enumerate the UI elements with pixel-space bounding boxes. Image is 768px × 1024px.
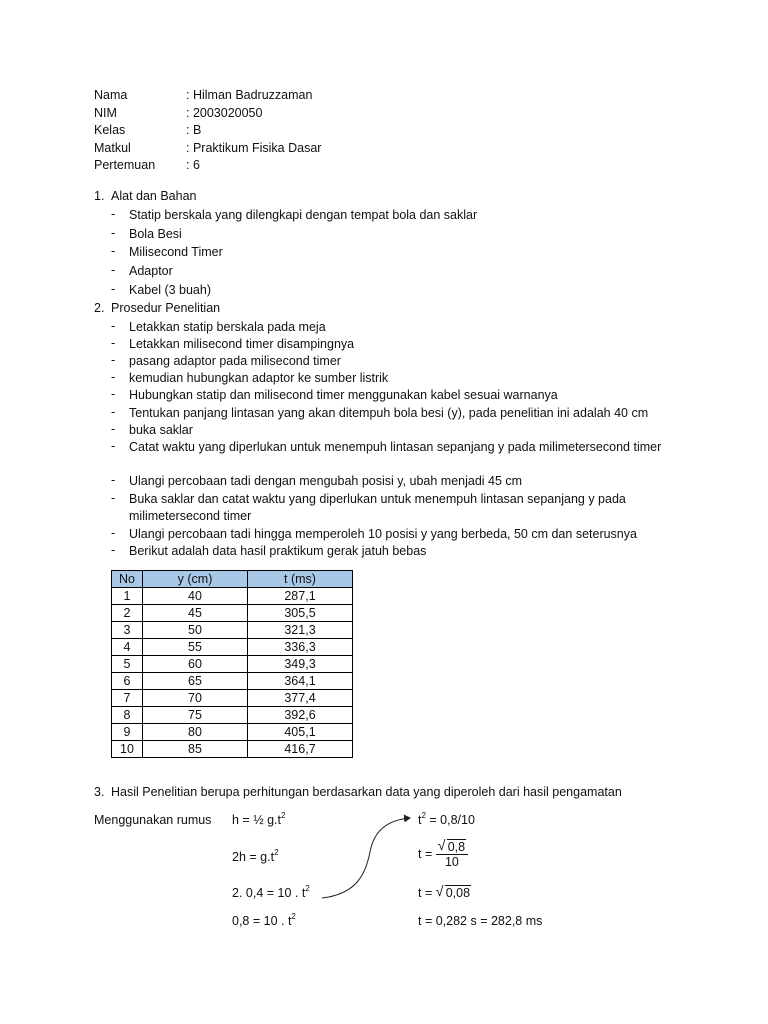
square-root: √ 0,08 bbox=[435, 883, 471, 900]
cell-y: 45 bbox=[143, 605, 248, 622]
table-header-t: t (ms) bbox=[248, 571, 353, 588]
cell-t: 336,3 bbox=[248, 639, 353, 656]
cell-y: 70 bbox=[143, 690, 248, 707]
bullet-dash: - bbox=[111, 319, 116, 333]
cell-no: 9 bbox=[112, 724, 143, 741]
info-value: : Praktikum Fisika Dasar bbox=[186, 140, 322, 155]
table-row bbox=[112, 741, 353, 758]
bullet-dash: - bbox=[111, 353, 116, 367]
table-row bbox=[112, 622, 353, 639]
bullet-dash: - bbox=[111, 263, 116, 277]
table-row bbox=[112, 605, 353, 622]
cell-y: 50 bbox=[143, 622, 248, 639]
bullet-dash: - bbox=[111, 526, 116, 540]
cell-t: 377,4 bbox=[248, 690, 353, 707]
list-item-text: buka saklar bbox=[129, 423, 193, 437]
calc-intro: Menggunakan rumus bbox=[94, 813, 212, 827]
info-value: : 2003020050 bbox=[186, 105, 263, 120]
cell-y: 75 bbox=[143, 707, 248, 724]
cell-no: 1 bbox=[112, 588, 143, 605]
cell-no: 6 bbox=[112, 673, 143, 690]
bullet-dash: - bbox=[111, 543, 116, 557]
list-item-text: Milisecond Timer bbox=[129, 245, 223, 259]
list-item-text: Statip berskala yang dilengkapi dengan tempat bola dan saklar bbox=[129, 208, 478, 222]
formula-line-3: 2. 0,4 = 10 . $t^2$ bbox=[232, 884, 310, 900]
cell-t: 349,3 bbox=[248, 656, 353, 673]
result-line-4: t = 0,282 s = 282,8 ms bbox=[418, 914, 543, 928]
table-row bbox=[112, 673, 353, 690]
bullet-dash: - bbox=[111, 370, 116, 384]
table-body bbox=[112, 588, 353, 758]
bullet-dash: - bbox=[111, 282, 116, 296]
table-row bbox=[112, 707, 353, 724]
info-label: Kelas bbox=[94, 123, 126, 137]
cell-no: 10 bbox=[112, 741, 143, 758]
list-item-text: Catat waktu yang diperlukan untuk menempuh lintasan sepanjang y pada milimetersecond timer bbox=[129, 440, 662, 454]
section-1-number: 1. bbox=[94, 189, 105, 203]
table-header-y: y (cm) bbox=[143, 571, 248, 588]
result-line-2: t = √ 0,8 10 bbox=[418, 840, 468, 869]
data-table bbox=[111, 570, 353, 758]
formula-line-4: 0,8 = 10 . $t^2$ bbox=[232, 912, 296, 928]
cell-no: 5 bbox=[112, 656, 143, 673]
table-header-row bbox=[112, 571, 353, 588]
bullet-dash: - bbox=[111, 336, 116, 350]
result-line-1: $t^2 = 0,8/10$ bbox=[418, 811, 475, 827]
info-label: Nama bbox=[94, 88, 128, 102]
section-3-number: 3. bbox=[94, 785, 105, 799]
list-item-text: kemudian hubungkan adaptor ke sumber listrik bbox=[129, 371, 389, 385]
bullet-dash: - bbox=[111, 405, 116, 419]
formula-line-1: h = ½ $g.t^2$ bbox=[232, 811, 286, 827]
info-value: : B bbox=[186, 123, 202, 137]
section-1-title: Alat dan Bahan bbox=[111, 189, 197, 203]
cell-t: 416,7 bbox=[248, 741, 353, 758]
section-2-number: 2. bbox=[94, 301, 105, 315]
cell-y: 65 bbox=[143, 673, 248, 690]
info-label: NIM bbox=[94, 105, 117, 120]
cell-no: 8 bbox=[112, 707, 143, 724]
cell-y: 80 bbox=[143, 724, 248, 741]
list-item-text: pasang adaptor pada milisecond timer bbox=[129, 354, 341, 368]
bullet-dash: - bbox=[111, 387, 116, 401]
bullet-dash: - bbox=[111, 207, 116, 221]
info-value: : Hilman Badruzzaman bbox=[186, 88, 313, 102]
cell-y: 55 bbox=[143, 639, 248, 656]
bullet-dash: - bbox=[111, 226, 116, 240]
cell-y: 40 bbox=[143, 588, 248, 605]
list-item-text: Kabel (3 buah) bbox=[129, 283, 212, 297]
fraction: √ 0,8 10 bbox=[436, 840, 468, 869]
list-item-text: Adaptor bbox=[129, 264, 173, 278]
table-row bbox=[112, 588, 353, 605]
list-item-text: Bola Besi bbox=[129, 227, 182, 241]
bullet-dash: - bbox=[111, 439, 116, 453]
list-item-text: Letakkan statip berskala pada meja bbox=[129, 320, 326, 334]
info-label: Pertemuan bbox=[94, 158, 156, 172]
cell-y: 60 bbox=[143, 656, 248, 673]
info-label: Matkul bbox=[94, 140, 131, 155]
table-row bbox=[112, 656, 353, 673]
bullet-dash: - bbox=[111, 473, 116, 487]
cell-t: 392,6 bbox=[248, 707, 353, 724]
cell-no: 3 bbox=[112, 622, 143, 639]
table-row bbox=[112, 639, 353, 656]
section-2-title: Prosedur Penelitian bbox=[111, 301, 221, 315]
section-3-title: Hasil Penelitian berupa perhitungan berdasarkan data yang diperoleh dari hasil pengamatan bbox=[111, 785, 622, 799]
table-header-no: No bbox=[112, 571, 143, 588]
cell-t: 364,1 bbox=[248, 673, 353, 690]
cell-t: 305,5 bbox=[248, 605, 353, 622]
list-item-text: Tentukan panjang lintasan yang akan ditempuh bola besi (y), pada penelitian ini adalah 40 cm bbox=[129, 406, 649, 420]
cell-t: 405,1 bbox=[248, 724, 353, 741]
list-item-text: Buka saklar dan catat waktu yang diperlukan untuk menempuh lintasan sepanjang y pada milimetersecond timer bbox=[129, 492, 626, 523]
curved-arrow bbox=[318, 812, 418, 902]
cell-t: 321,3 bbox=[248, 622, 353, 639]
list-item-text: Berikut adalah data hasil praktikum gerak jatuh bebas bbox=[129, 544, 427, 558]
cell-y: 85 bbox=[143, 741, 248, 758]
cell-no: 7 bbox=[112, 690, 143, 707]
table-row bbox=[112, 690, 353, 707]
list-item-text: Letakkan milisecond timer disampingnya bbox=[129, 337, 355, 351]
formula-line-2: $2h = g.t^2$ bbox=[232, 848, 279, 864]
bullet-dash: - bbox=[111, 244, 116, 258]
cell-no: 2 bbox=[112, 605, 143, 622]
list-item-text: Hubungkan statip dan milisecond timer menggunakan kabel sesuai warnanya bbox=[129, 388, 558, 402]
bullet-dash: - bbox=[111, 491, 116, 505]
table-row bbox=[112, 724, 353, 741]
cell-t: 287,1 bbox=[248, 588, 353, 605]
cell-no: 4 bbox=[112, 639, 143, 656]
info-value: : 6 bbox=[186, 158, 200, 172]
bullet-dash: - bbox=[111, 422, 116, 436]
result-line-3: t = √ 0,08 bbox=[418, 883, 471, 900]
list-item-text: Ulangi percobaan tadi hingga memperoleh 10 posisi y yang berbeda, 50 cm dan seterusnya bbox=[129, 527, 637, 541]
list-item-text: Ulangi percobaan tadi dengan mengubah posisi y, ubah menjadi 45 cm bbox=[129, 474, 523, 488]
